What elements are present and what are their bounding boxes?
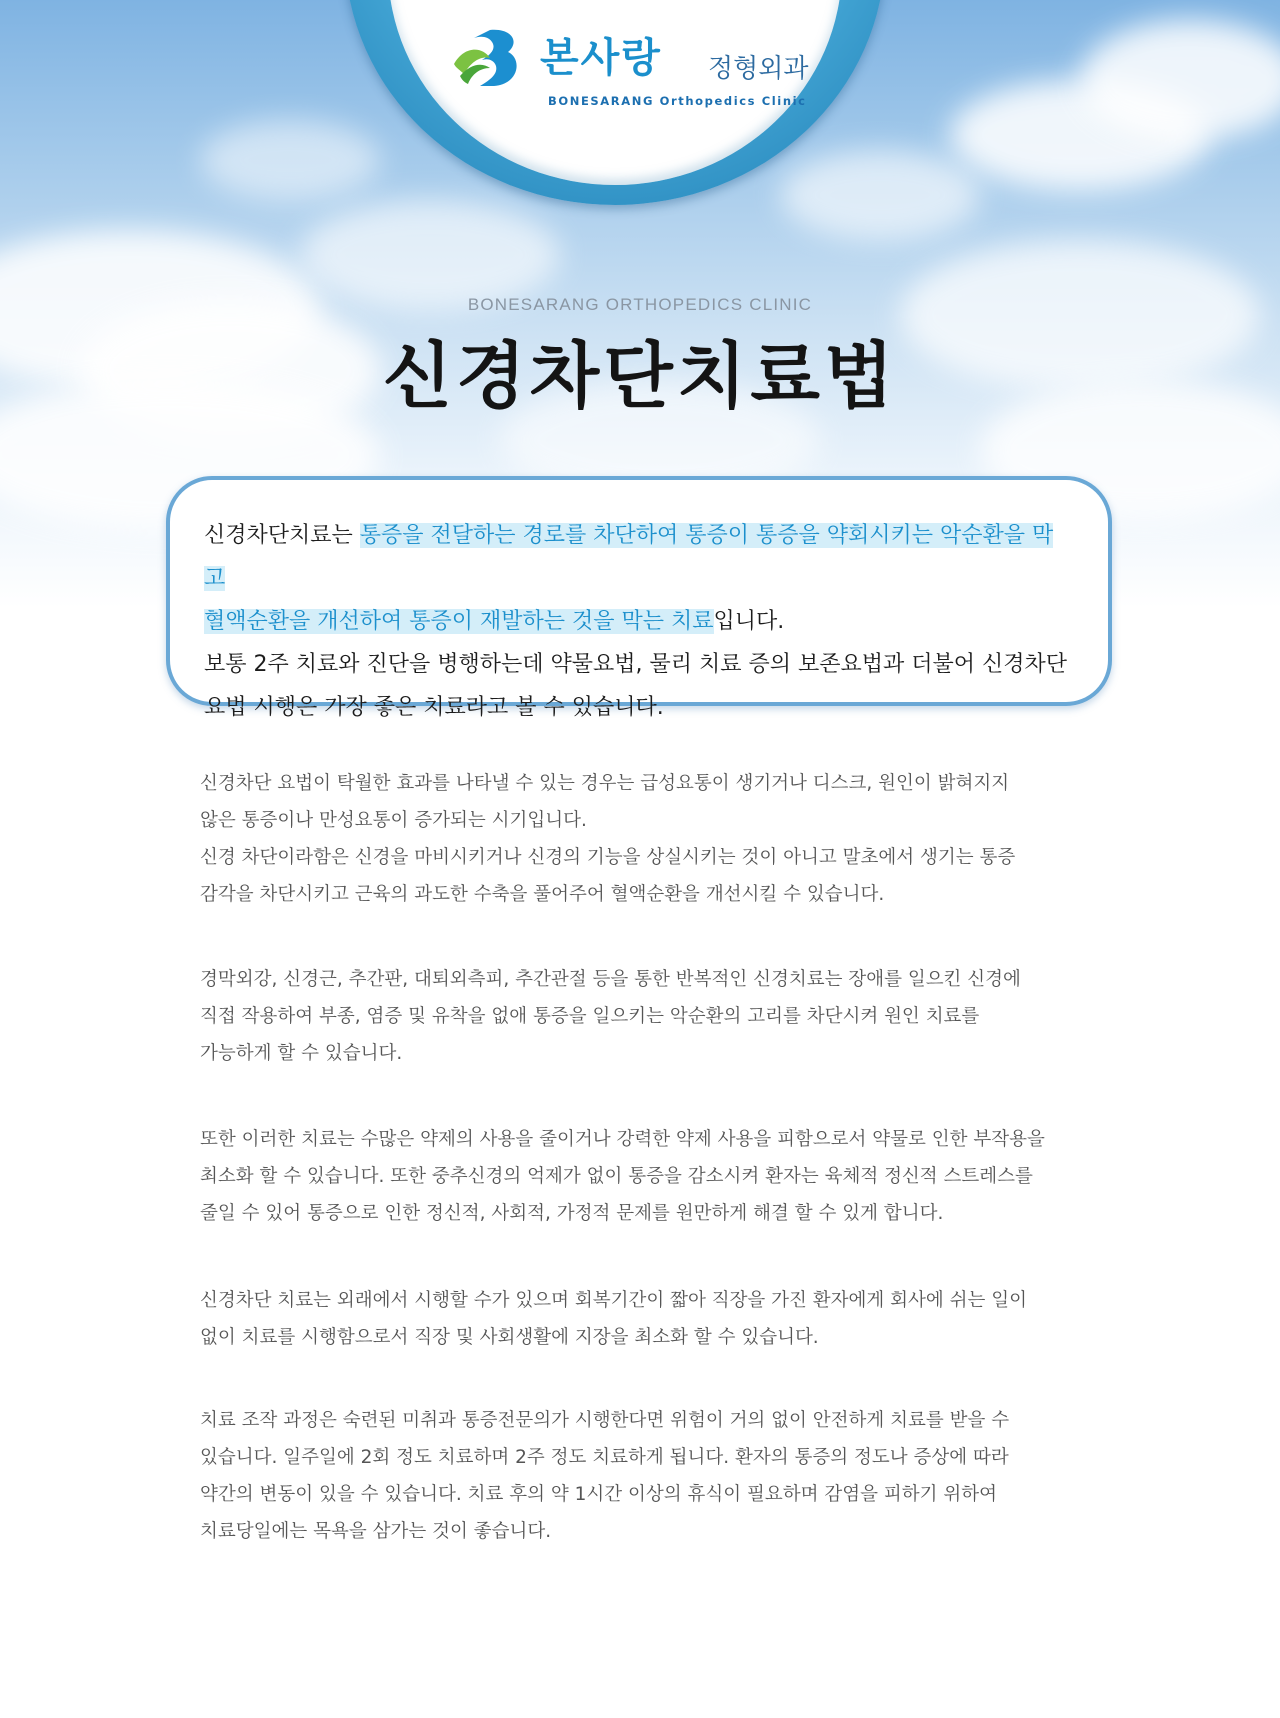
paragraph-line: 않은 통증이나 만성요통이 증가되는 시기입니다. [200,810,587,831]
paragraph-line: 감각을 차단시키고 근육의 과도한 수축을 풀어주어 혈액순환을 개선시킬 수 있습니다. [200,884,885,905]
paragraph-line: 최소화 할 수 있습니다. 또한 중추신경의 억제가 없이 통증을 감소시켜 환자는 육체적 정신적 스트레스를 [200,1166,1033,1187]
body-paragraph [200,1121,1140,1232]
logo-english: BONESARANG Orthopedics Clinic [548,94,807,108]
paragraph-line: 신경차단 치료는 외래에서 시행할 수가 있으며 회복기간이 짧아 직장을 가진 환자에게 회사에 쉬는 일이 [200,1290,1028,1311]
intro-highlight: 혈액순환을 개선하여 통증이 재발하는 것을 막는 치료 [204,609,714,634]
paragraph-line: 신경차단 요법이 탁월한 효과를 나타낼 수 있는 경우는 급성요통이 생기거나 디스크, 원인이 밝혀지지 [200,773,1010,794]
logo-subtitle: 정형외과 [708,54,809,84]
intro-line-2 [204,600,1074,643]
paragraph-line: 없이 치료를 시행함으로서 직장 및 사회생활에 지장을 최소화 할 수 있습니다. [200,1327,819,1348]
intro-highlight: 통증을 전달하는 경로를 차단하여 통증이 통증을 약회시키는 악순환을 막고 [204,523,1054,591]
intro-plain: 신경차단치료는 [204,523,360,548]
intro-text [204,514,1074,729]
page-title: 신경차단치료법 [382,334,898,418]
intro-plain: 입니다. [713,609,785,634]
paragraph-line: 또한 이러한 치료는 수많은 약제의 사용을 줄이거나 강력한 약제 사용을 피함으로서 약물로 인한 부작용을 [200,1129,1045,1150]
body-paragraph [200,1282,1140,1356]
paragraph-line: 치료당일에는 목욕을 삼가는 것이 좋습니다. [200,1521,552,1542]
intro-line-4: 요법 시행은 가장 좋은 치료라고 볼 수 있습니다. [204,695,664,720]
eyebrow-text: BONESARANG ORTHOPEDICS CLINIC [467,295,813,314]
logo-name: 본사랑 [540,34,662,81]
bone-logo-icon [450,24,524,94]
intro-box [166,476,1112,720]
paragraph-line: 치료 조작 과정은 숙련된 미취과 통증전문의가 시행한다면 위험이 거의 없이 안전하게 치료를 받을 수 [200,1410,1010,1431]
body-paragraph [200,961,1140,1072]
paragraph-line: 있습니다. 일주일에 2회 정도 치료하며 2주 정도 치료하게 됩니다. 환자의 통증의 정도나 증상에 따라 [200,1447,1009,1468]
paragraph-line: 직접 작용하여 부종, 염증 및 유착을 없애 통증을 일으키는 악순환의 고리를 차단시켜 원인 치료를 [200,1006,980,1027]
intro-line-1 [204,514,1074,600]
body-paragraph [200,1402,1140,1550]
paragraph-line: 가능하게 할 수 있습니다. [200,1043,403,1064]
paragraph-line: 경막외강, 신경근, 추간판, 대퇴외측피, 추간관절 등을 통한 반복적인 신경치료는 장애를 일으킨 신경에 [200,969,1021,990]
paragraph-line: 줄일 수 있어 통증으로 인한 정신적, 사회적, 가정적 문제를 원만하게 해결 할 수 있게 합니다. [200,1203,944,1224]
body-paragraph [200,765,1140,913]
intro-line-3: 보통 2주 치료와 진단을 병행하는데 약물요법, 물리 치료 증의 보존요법과 더불어 신경차단 [204,652,1067,677]
paragraph-line: 약간의 변동이 있을 수 있습니다. 치료 후의 약 1시간 이상의 휴식이 필요하며 감염을 피하기 위하여 [200,1484,997,1505]
paragraph-line: 신경 차단이라함은 신경을 마비시키거나 신경의 기능을 상실시키는 것이 아니고 말초에서 생기는 통증 [200,847,1016,868]
